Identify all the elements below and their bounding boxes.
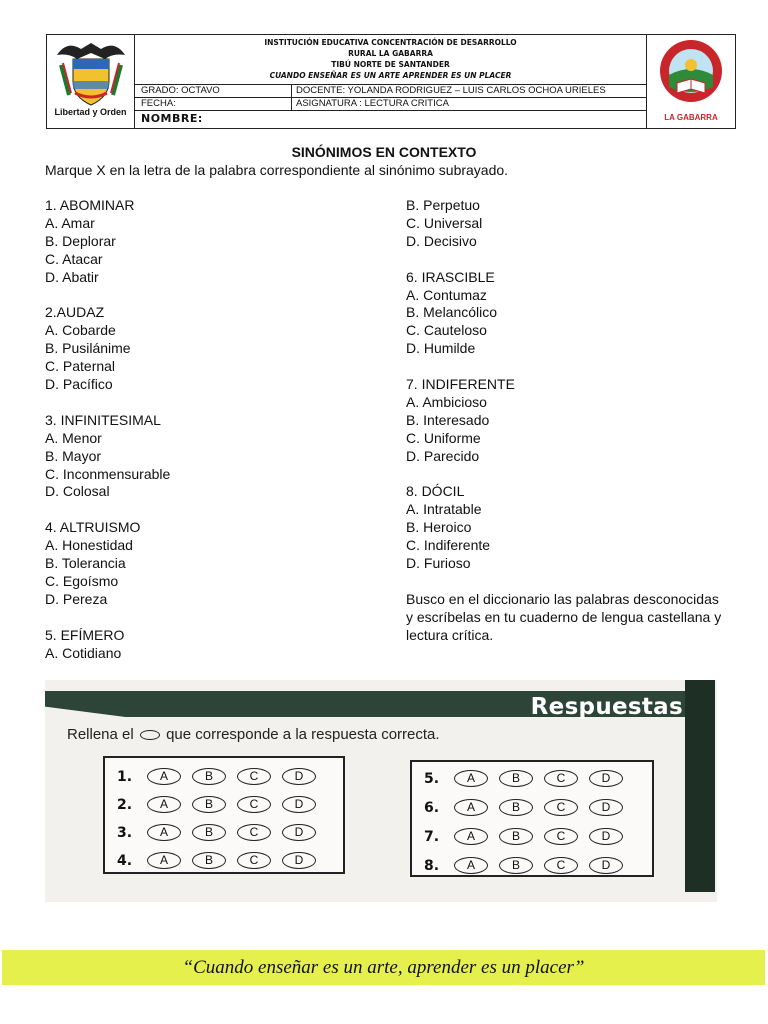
option-item[interactable]: C. Atacar [45, 250, 103, 267]
answer-bubble[interactable]: B [499, 770, 533, 787]
answer-bubble[interactable]: A [147, 824, 181, 841]
answer-box-1-4 [103, 756, 345, 874]
answer-bubble[interactable]: D [589, 770, 623, 787]
answer-row [424, 770, 634, 787]
answer-bubble[interactable]: B [499, 828, 533, 845]
answer-bubble[interactable]: D [589, 799, 623, 816]
option-item[interactable]: B. Pusilánime [45, 340, 131, 357]
answer-bubble[interactable]: C [544, 799, 578, 816]
institution-motto: CUANDO ENSEÑAR ES UN ARTE APRENDER ES UN PLACER [269, 71, 512, 80]
answer-number: 2. [117, 796, 133, 813]
colombia-coat-of-arms [47, 35, 135, 128]
question-title: 2.AUDAZ [45, 304, 105, 321]
option-item[interactable]: D. Pacífico [45, 376, 113, 393]
answer-bubble[interactable]: C [544, 828, 578, 845]
option-item[interactable]: D. Furioso [406, 555, 471, 572]
answers-instruction-after: que corresponde a la respuesta correcta. [166, 726, 440, 743]
question-title: 6. IRASCIBLE [406, 268, 495, 285]
answers-banner-title: Respuestas [530, 694, 683, 720]
option-item[interactable]: C. Cauteloso [406, 322, 487, 339]
option-item[interactable]: B. Tolerancia [45, 555, 126, 572]
answer-bubble[interactable]: C [237, 768, 271, 785]
answer-bubble[interactable]: A [454, 799, 488, 816]
school-seal-icon [647, 35, 736, 113]
answers-instruction-before: Rellena el [67, 726, 134, 743]
dictionary-note: Busco en el diccionario las palabras desconocidas y escríbelas en tu cuaderno de lengua castellana y lectura crítica. [406, 590, 722, 643]
option-item[interactable]: C. Paternal [45, 358, 116, 375]
header-table [46, 34, 736, 129]
option-item[interactable]: A. Contumaz [406, 286, 487, 303]
answer-number: 4. [117, 852, 133, 869]
header-fields [135, 84, 646, 127]
question-title: 1. ABOMINAR [45, 197, 135, 213]
answers-instruction [67, 726, 440, 743]
answer-bubble[interactable]: C [237, 824, 271, 841]
answer-sheet [45, 680, 717, 902]
answer-row [117, 768, 327, 785]
option-item[interactable]: D. Abatir [45, 268, 99, 285]
answer-row [117, 796, 327, 813]
answer-number: 1. [117, 768, 133, 785]
option-item[interactable]: D. Pereza [45, 590, 108, 607]
option-item[interactable]: C. Uniforme [406, 429, 481, 446]
option-item[interactable]: A. Cobarde [45, 322, 116, 339]
instruction-text: Marque X en la letra de la palabra correspondiente al sinónimo subrayado. [45, 162, 509, 178]
answer-bubble[interactable]: B [499, 857, 533, 874]
option-item[interactable]: C. Universal [406, 214, 483, 231]
oval-icon [140, 730, 160, 740]
answer-bubble[interactable]: B [192, 768, 226, 785]
answer-number: 5. [424, 770, 440, 787]
answer-bubble[interactable]: D [282, 768, 316, 785]
answer-bubble[interactable]: D [282, 824, 316, 841]
answer-bubble[interactable]: C [544, 857, 578, 874]
option-item[interactable]: C. Inconmensurable [45, 465, 171, 482]
option-item[interactable]: D. Colosal [45, 483, 110, 500]
coat-of-arms-icon [47, 35, 135, 113]
question-title: 7. INDIFERENTE [406, 376, 515, 393]
question-title: 3. INFINITESIMAL [45, 411, 161, 428]
answer-bubble[interactable]: D [589, 857, 623, 874]
docente-field: DOCENTE: YOLANDA RODRIGUEZ – LUIS CARLOS OCHOA URIELES [296, 85, 606, 96]
option-item[interactable]: B. Interesado [406, 411, 490, 428]
answer-row [424, 799, 634, 816]
option-item[interactable]: B. Heroico [406, 519, 472, 536]
answer-bubble[interactable]: A [454, 857, 488, 874]
answer-row [424, 857, 634, 874]
answer-bubble[interactable]: A [147, 768, 181, 785]
answer-bubble[interactable]: B [499, 799, 533, 816]
answer-row [424, 828, 634, 845]
answer-bubble[interactable]: A [147, 796, 181, 813]
option-item[interactable]: A. Honestidad [45, 537, 133, 554]
option-item[interactable]: C. Egoísmo [45, 572, 119, 589]
answer-row [117, 852, 327, 869]
question-title: 5. EFÍMERO [45, 626, 125, 643]
answer-number: 3. [117, 824, 133, 841]
answer-bubble[interactable]: C [237, 852, 271, 869]
logo-caption-libertad: Libertad y Orden [54, 107, 127, 117]
asignatura-field: ASIGNATURA : LECTURA CRITICA [296, 98, 449, 109]
answer-number: 6. [424, 799, 440, 816]
question-title: 8. DÓCIL [406, 483, 465, 500]
answer-bubble[interactable]: A [454, 770, 488, 787]
option-item[interactable]: D. Humilde [406, 340, 476, 357]
option-item[interactable]: A. Ambicioso [406, 393, 487, 410]
institution-location: RURAL LA GABARRA [348, 49, 433, 58]
answer-box-5-8 [410, 760, 654, 877]
answer-bubble[interactable]: A [147, 852, 181, 869]
grado-field: GRADO: OCTAVO [135, 85, 292, 97]
institution-name: INSTITUCIÓN EDUCATIVA CONCENTRACIÓN DE DESARROLLO [264, 38, 517, 47]
answer-number: 7. [424, 828, 440, 845]
answer-bubble[interactable]: B [192, 852, 226, 869]
answer-bubble[interactable]: C [544, 770, 578, 787]
logo-caption-gabarra: LA GABARRA [664, 113, 718, 122]
answer-bubble[interactable]: A [454, 828, 488, 845]
option-item[interactable]: D. Parecido [406, 447, 480, 464]
header-center [135, 35, 646, 128]
fecha-field[interactable]: FECHA: [135, 98, 292, 110]
option-item[interactable]: B. Mayor [45, 447, 102, 464]
option-item[interactable]: B. Melancólico [406, 304, 498, 321]
answer-bubble[interactable]: D [282, 852, 316, 869]
answer-row [117, 824, 327, 841]
answer-number: 8. [424, 857, 440, 874]
answer-bubble[interactable]: C [237, 796, 271, 813]
school-seal [646, 35, 735, 128]
option-item[interactable]: A. Amar [45, 214, 95, 231]
page-title: SINÓNIMOS EN CONTEXTO [291, 144, 477, 160]
option-item[interactable]: B. Deplorar [45, 232, 116, 249]
institution-region: TIBÚ NORTE DE SANTANDER [331, 60, 450, 69]
footer-motto: “Cuando enseñar es un arte, aprender es un placer” [2, 950, 765, 985]
option-item[interactable]: D. Decisivo [406, 232, 477, 249]
option-item[interactable]: A. Intratable [406, 501, 482, 518]
option-item[interactable]: C. Indiferente [406, 537, 491, 554]
answer-bubble[interactable]: B [192, 796, 226, 813]
option-item[interactable]: B. Perpetuo [406, 197, 480, 213]
answer-bubble[interactable]: B [192, 824, 226, 841]
questions-right-column [406, 197, 736, 645]
answer-bubble[interactable]: D [589, 828, 623, 845]
banner-post [685, 680, 715, 892]
option-item[interactable]: A. Cotidiano [45, 644, 122, 661]
questions-left-column [45, 197, 375, 663]
answer-bubble[interactable]: D [282, 796, 316, 813]
option-item[interactable]: A. Menor [45, 429, 102, 446]
question-title: 4. ALTRUISMO [45, 519, 141, 536]
nombre-field[interactable]: NOMBRE: [141, 112, 203, 125]
